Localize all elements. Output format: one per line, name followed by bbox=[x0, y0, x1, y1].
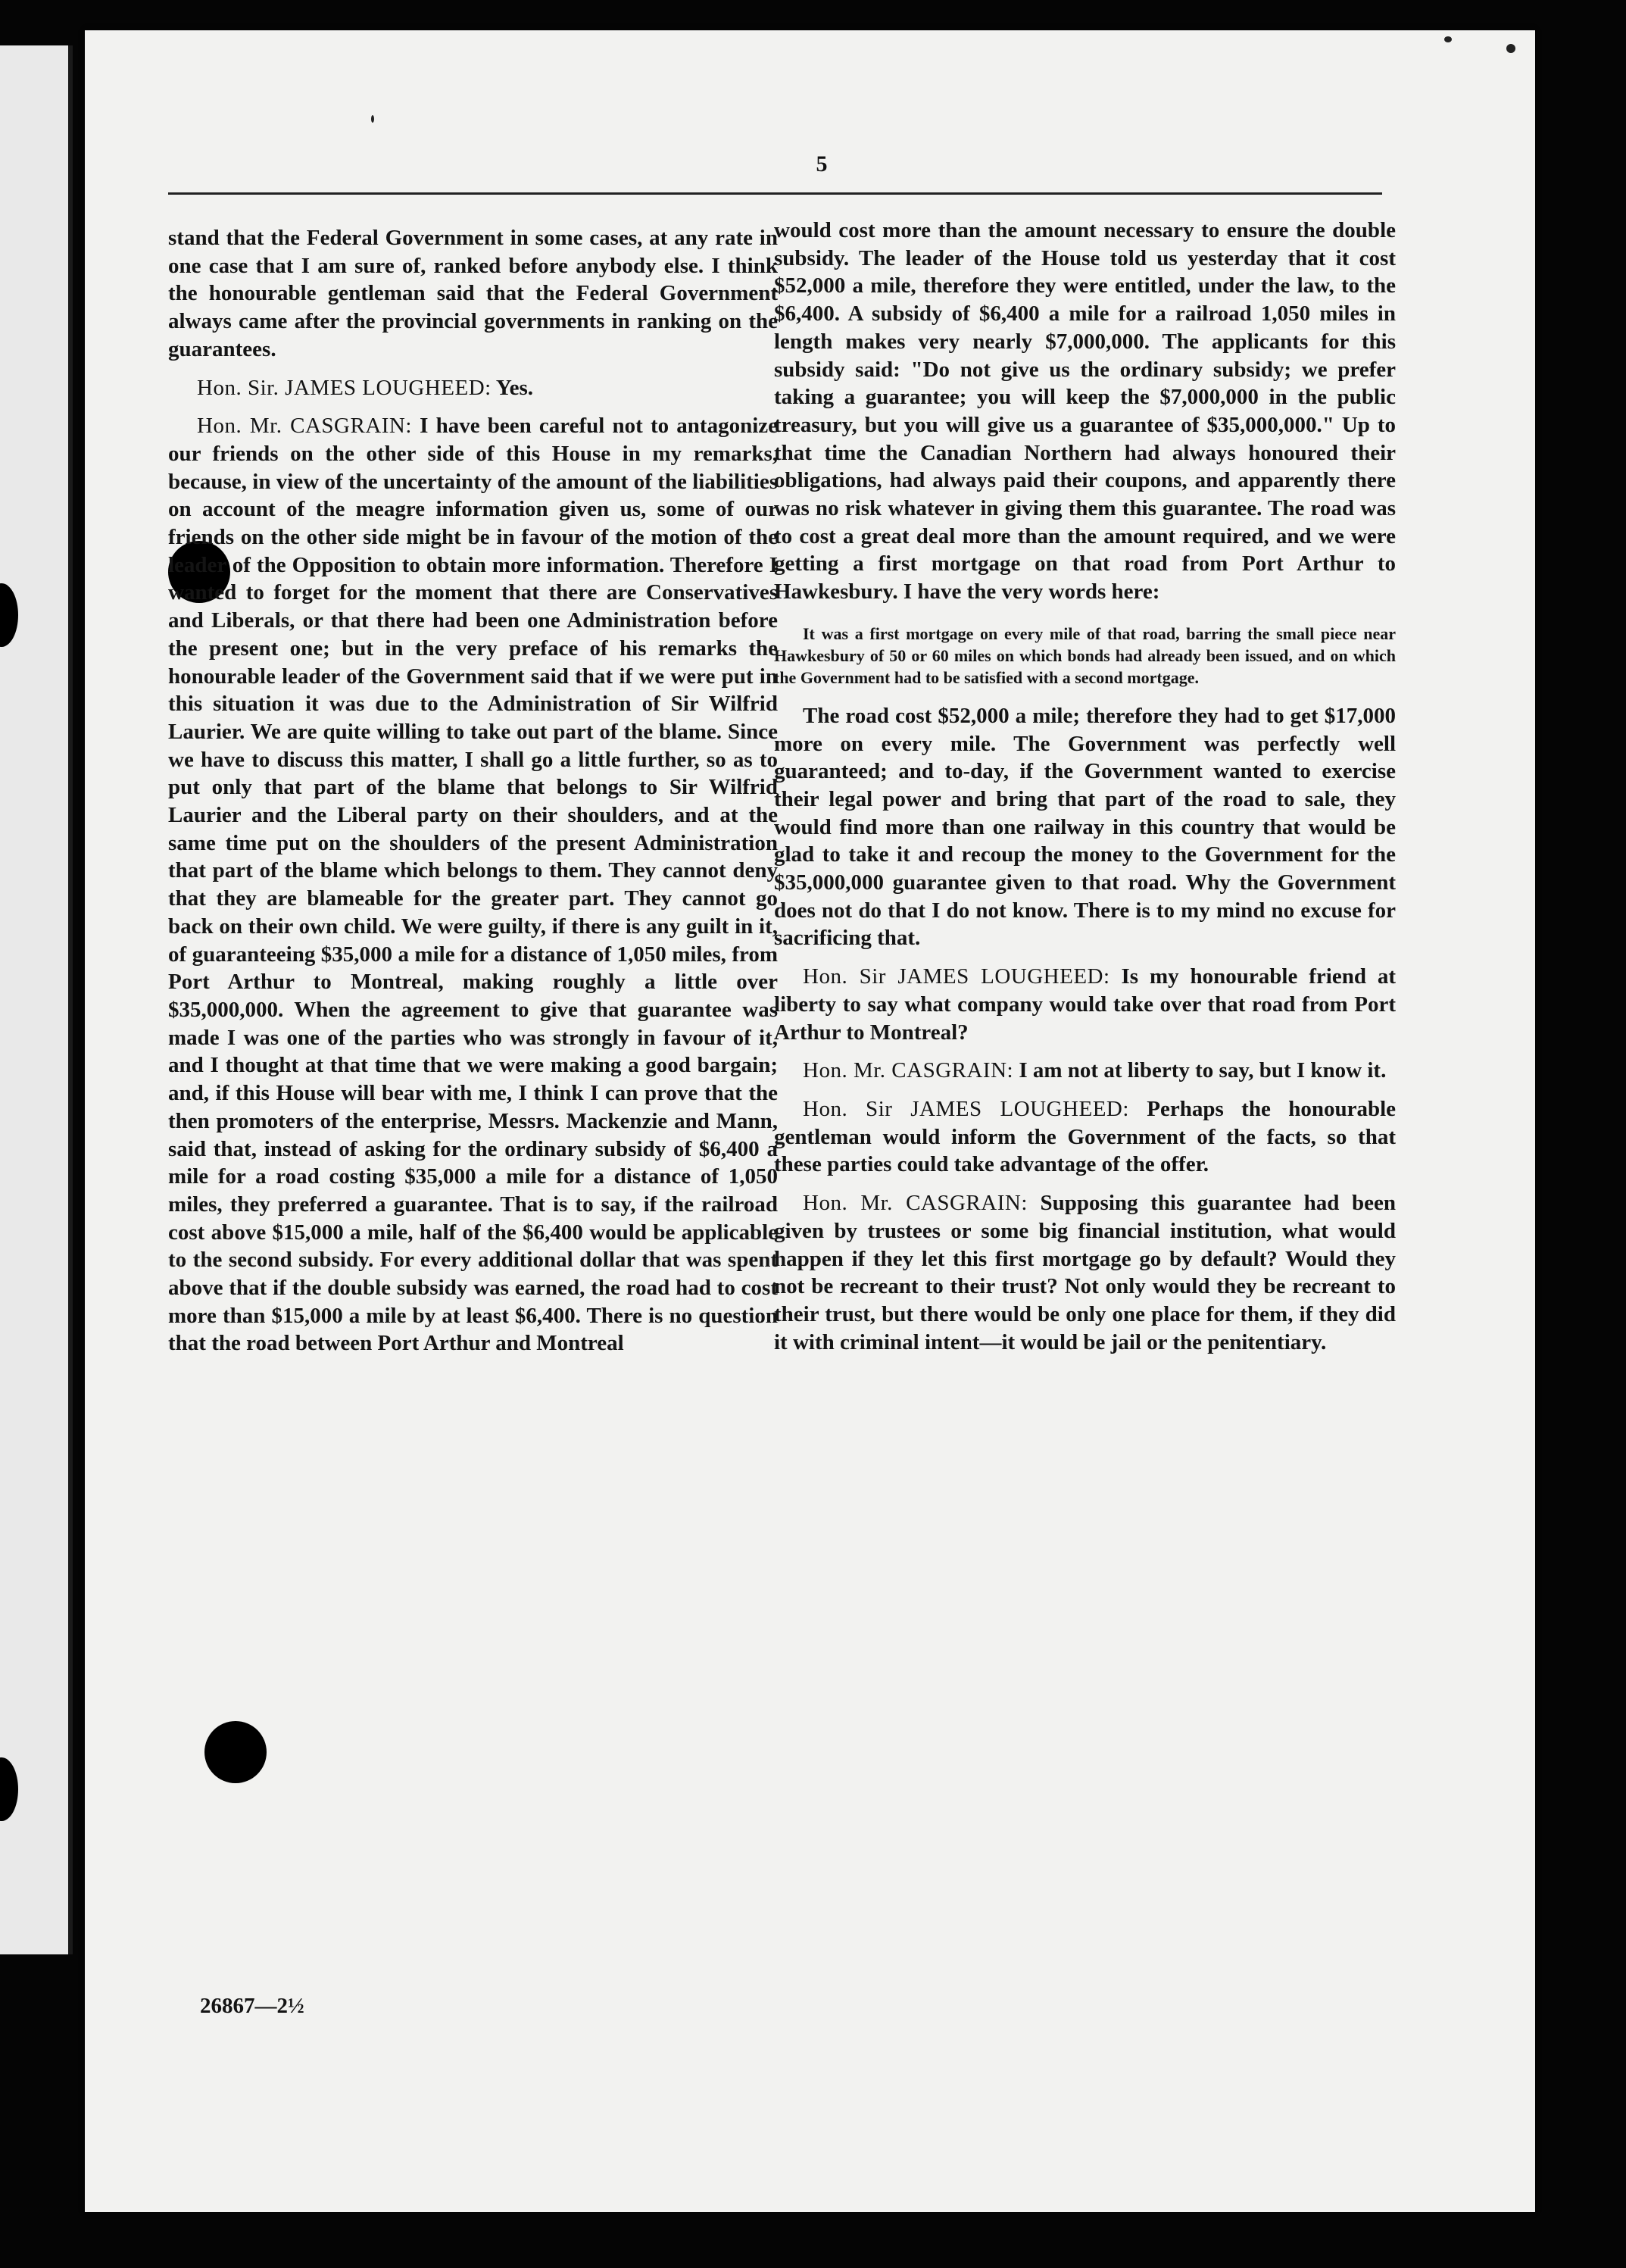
footer-code: 26867—2½ bbox=[200, 1994, 304, 2018]
speaker-label: Hon. Sir JAMES LOUGHEED: bbox=[803, 964, 1110, 989]
speaker-label: Hon. Sir. JAMES LOUGHEED: bbox=[197, 375, 492, 400]
punch-hole-bottom bbox=[204, 1721, 267, 1783]
right-paragraph-2: The road cost $52,000 a mile; therefore they had to get $17,000 more on every mile. The Government was perfectly well guaranteed; and to-day, if the Government wanted to exercise their legal power and bring that part of the road to sale, they would find more than one railway in this country that would be glad to take it and recoup the money to the Government for the $35,000,000 guarantee given to that road. Why the Government does not do that I do not know. There is to my mind no excuse for sacrificing that. bbox=[774, 703, 1396, 951]
edge-punch-hole-bottom bbox=[0, 1757, 18, 1821]
header-rule bbox=[168, 192, 1382, 195]
speech-text: Is my honourable friend at liberty to say what company would take over that road from Port Arthur to Montreal? bbox=[774, 964, 1397, 1045]
speaker-label: Hon. Mr. CASGRAIN: bbox=[803, 1191, 1028, 1216]
speech-text: Supposing this guarantee had been given by trustees or some big financial institution, what would happen if they let this first mortgage go by default? Would they not be recreant to their trust? Not only would they be recreant to their trust, but there would be only one place for them, if they did it with criminal intent—it would be jail or the penitentiary. bbox=[774, 1191, 1397, 1354]
speck bbox=[371, 115, 374, 123]
block-quote: It was a first mortgage on every mile of that road, barring the small piece near Hawkesbury of 50 or 60 miles on which bonds had already been issued, and on which the Government had to be satisfied with a second mortgage. bbox=[774, 623, 1396, 687]
speaker-label: Hon. Sir JAMES LOUGHEED: bbox=[803, 1096, 1129, 1121]
left-column bbox=[168, 224, 778, 1357]
right-paragraph-6 bbox=[774, 1189, 1396, 1356]
left-paragraph-3 bbox=[168, 412, 778, 1357]
left-paragraph-2 bbox=[168, 374, 778, 402]
speaker-label: Hon. Mr. CASGRAIN: bbox=[197, 414, 412, 439]
speech-text: Perhaps the honourable gentleman would inform the Government of the facts, so that these parties could take advantage of the offer. bbox=[774, 1096, 1397, 1177]
edge-punch-hole-top bbox=[0, 583, 18, 647]
speech-text: Yes. bbox=[495, 375, 534, 400]
right-paragraph-3 bbox=[774, 963, 1396, 1046]
previous-page-edge bbox=[0, 45, 73, 1954]
left-paragraph-1: stand that the Federal Government in some cases, at any rate in one case that I am sure of, ranked before anybody else. I think the honourable gentleman said that the Federal Government always came after the provincial governments in ranking on the guarantees. bbox=[168, 226, 778, 361]
speck bbox=[1506, 44, 1515, 53]
speech-text: I have been careful not to antagonize our friends on the other side of this House in my remarks, because, in view of the uncertainty of the amount of the liabilities on account of the meagre information given us, some of our friends on the other side might be in favour of the motion of the leader of the Opposition to obtain more information. Therefore I wanted to forget for the moment that there are Conservatives and Liberals, or that there had been one Administration before the present one; but in the very preface of his remarks the honourable leader of the Government said that if we were put in this situation it was due to the Administration of Sir Wilfrid Laurier. We are quite willing to take out part of the blame. Since we have to discuss this matter, I shall go a little further, so as to put only that part of the blame that belongs to Sir Wilfrid Laurier and the Liberal party on their shoulders, and at the same time put on the shoulders of the present Administration that part of the blame which belongs to them. They cannot deny that they are blameable for the greater part. They cannot go back on their own child. We were guilty, if there is any guilt in it, of guaranteeing $35,000 a mile for a distance of 1,050 miles, from Port Arthur to Montreal, making roughly a little over $35,000,000. When the agreement to give that guarantee was made I was one of the parties who was strongly in favour of it, and I thought at that time that we were making a good bargain; and, if this House will bear with me, I think I can prove that the then promoters of the enterprise, Messrs. Mackenzie and Mann, said that, instead of asking for the ordinary subsidy of $6,400 a mile for a road costing $35,000 a mile for a distance of 1,050 miles, they preferred a guarantee. That is to say, if the railroad cost above $15,000 a mile, half of the $6,400 would be applicable to the second subsidy. For every additional dollar that was spent above that if the double subsidy was earned, the road had to cost more than $15,000 a mile by at least $6,400. There is no question that the road between Port Arthur and Montreal bbox=[168, 414, 778, 1356]
speech-text: I am not at liberty to say, but I know it. bbox=[1019, 1058, 1387, 1083]
speck bbox=[1444, 36, 1452, 42]
right-paragraph-4 bbox=[774, 1057, 1396, 1085]
right-paragraph-1: would cost more than the amount necessary to ensure the double subsidy. The leader of the House told us yesterday that it cost $52,000 a mile, therefore they were entitled, under the law, to the $6,400. A subsidy of $6,400 a mile for a railroad 1,050 miles in length makes very nearly $7,000,000. The applicants for this subsidy said: "Do not give us the ordinary subsidy; we prefer taking a guarantee; you will keep the $7,000,000 in the public treasury, but you will give us a guarantee of $35,000,000." Up to that time the Canadian Northern had always honoured their obligations, had always paid their coupons, and apparently there was no risk whatever in giving them this guarantee. The road was to cost a great deal more than the amount required, and we were getting a first mortgage on that road from Port Arthur to Hawkesbury. I have the very words here: bbox=[774, 218, 1396, 604]
right-paragraph-5 bbox=[774, 1095, 1396, 1179]
speaker-label: Hon. Mr. CASGRAIN: bbox=[803, 1058, 1014, 1083]
right-column bbox=[774, 217, 1396, 1356]
page-number: 5 bbox=[816, 152, 828, 177]
